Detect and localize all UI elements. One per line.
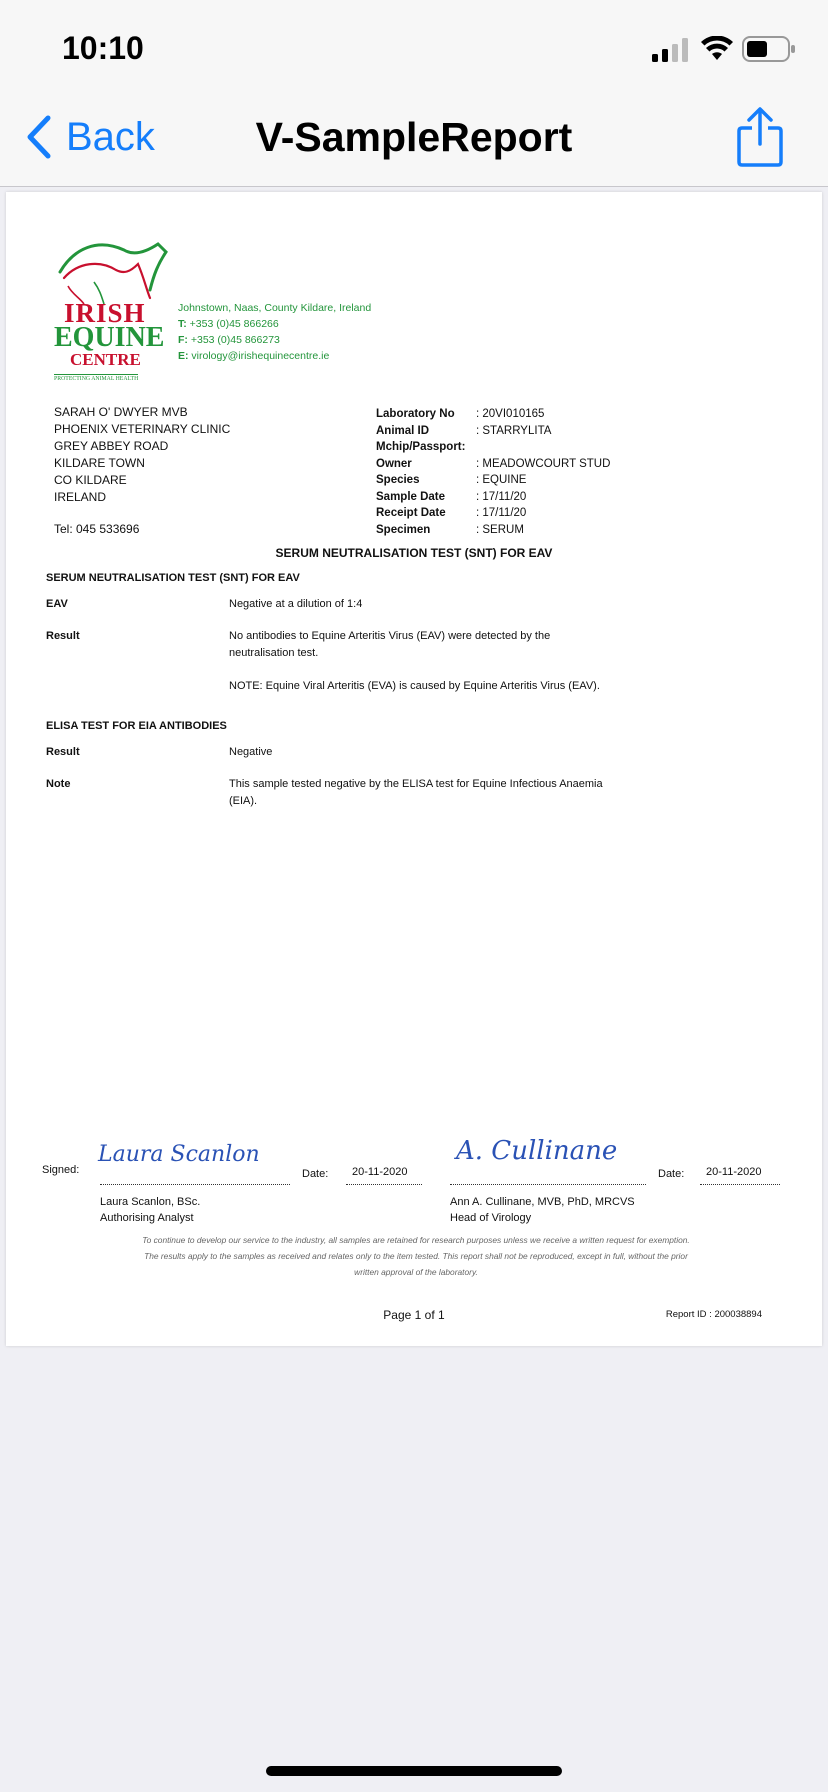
address-line: IRELAND <box>54 490 107 504</box>
signatory-role: Head of Virology <box>450 1212 532 1224</box>
lab-info-row <box>376 522 610 539</box>
lab-info-label: Animal ID <box>376 424 430 437</box>
date-line <box>700 1184 780 1185</box>
address-line: KILDARE TOWN <box>54 456 145 470</box>
address-line: CO KILDARE <box>54 473 127 487</box>
logo-tagline: PROTECTING ANIMAL HEALTH <box>54 376 139 382</box>
lab-info-value: : STARRYLITA <box>476 424 552 437</box>
lab-info-value: : MEADOWCOURT STUD <box>476 457 611 470</box>
lab-info-value: : 20VI010165 <box>476 408 545 420</box>
status-time: 10:10 <box>62 30 144 66</box>
lab-info-row <box>376 439 610 456</box>
contact-phone: +353 (0)45 866266 <box>189 318 279 330</box>
lab-info-row <box>376 406 610 423</box>
lab-info-label: Specimen <box>376 523 431 536</box>
navigation-bar <box>0 96 828 187</box>
signature-date: 20-11-2020 <box>706 1166 762 1178</box>
signature-laura-scanlon: Laura Scanlon <box>98 1142 260 1167</box>
signatory-name: Ann A. Cullinane, MVB, PhD, MRCVS <box>450 1196 635 1208</box>
wifi-icon <box>700 36 734 62</box>
logo-word-centre: CENTRE <box>70 350 141 369</box>
signatory-name: Laura Scanlon, BSc. <box>100 1196 201 1208</box>
recipient-tel: Tel: 045 533696 <box>54 522 140 536</box>
signatory-left <box>100 1194 200 1226</box>
recipient-address <box>54 404 230 506</box>
contact-block <box>178 300 371 364</box>
signature-cullinane: A. Cullinane <box>456 1136 618 1166</box>
page-number: Page 1 of 1 <box>383 1308 445 1322</box>
lab-info-row <box>376 472 610 489</box>
irish-equine-centre-logo <box>54 234 174 384</box>
lab-info-row <box>376 505 610 522</box>
lab-info-row <box>376 489 610 506</box>
lab-info-label: Laboratory No <box>376 408 455 420</box>
logo-word-irish: IRISH <box>64 298 146 328</box>
email-label: E: <box>178 350 189 362</box>
disclaimer <box>86 1232 746 1280</box>
signatory-role: Authorising Analyst <box>100 1212 194 1224</box>
eav-value: Negative at a dilution of 1:4 <box>229 598 363 610</box>
result-value: Negative <box>229 746 273 758</box>
signatory-right <box>450 1194 635 1226</box>
share-icon <box>736 106 784 168</box>
lab-info-label: Owner <box>376 457 412 470</box>
lab-info-value: : 17/11/20 <box>476 490 527 503</box>
report-title: SERUM NEUTRALISATION TEST (SNT) FOR EAV <box>275 546 553 560</box>
date-label: Date: <box>658 1168 685 1180</box>
lab-info-label: Receipt Date <box>376 507 446 519</box>
report-page <box>6 192 822 1346</box>
report-id: Report ID : 200038894 <box>665 1309 762 1320</box>
address-line: SARAH O' DWYER MVB <box>54 405 188 419</box>
lab-info-label: Mchip/Passport: <box>376 441 466 453</box>
signature-line <box>100 1184 290 1185</box>
battery-icon <box>742 36 796 62</box>
disclaimer-line: To continue to develop our service to the industry, all samples are retained for research purposes unless we receive a written request for exemption. <box>142 1235 690 1245</box>
contact-fax: +353 (0)45 866273 <box>190 334 280 346</box>
result-label: Result <box>46 746 80 758</box>
note-text: NOTE: Equine Viral Arteritis (EVA) is caused by Equine Arteritis Virus (EAV). <box>229 680 600 692</box>
lab-info-row <box>376 423 610 440</box>
lab-info-value: : 17/11/20 <box>476 507 527 519</box>
lab-info-row <box>376 456 610 473</box>
cellular-signal-icon <box>652 38 690 62</box>
signed-label: Signed: <box>42 1164 80 1176</box>
fax-label: F: <box>178 334 188 346</box>
result-value: No antibodies to Equine Arteritis Virus (EAV) were detected by the neutralisation test. <box>229 630 551 659</box>
address-line: PHOENIX VETERINARY CLINIC <box>54 422 231 436</box>
date-label: Date: <box>302 1168 329 1180</box>
note-label: Note <box>46 778 71 790</box>
lab-info-table <box>376 406 610 538</box>
contact-email: virology@irishequinecentre.ie <box>191 350 330 362</box>
logo-word-equine: EQUINE <box>54 322 165 353</box>
home-indicator[interactable] <box>266 1766 562 1776</box>
back-label: Back <box>66 114 155 159</box>
section-heading-elisa: ELISA TEST FOR EIA ANTIBODIES <box>46 720 227 732</box>
phone-label: T: <box>178 318 187 330</box>
page-title: V-SampleReport <box>255 114 573 160</box>
disclaimer-line: written approval of the laboratory. <box>354 1267 478 1277</box>
section-heading-snt: SERUM NEUTRALISATION TEST (SNT) FOR EAV <box>46 572 300 584</box>
lab-info-label: Species <box>376 474 420 486</box>
eav-label: EAV <box>46 598 68 610</box>
horse-logo-icon <box>54 234 174 306</box>
lab-info-label: Sample Date <box>376 490 446 503</box>
note-value: This sample tested negative by the ELISA test for Equine Infectious Anaemia (EIA). <box>229 778 603 807</box>
status-bar <box>0 0 828 96</box>
lab-info-value: : EQUINE <box>476 474 527 486</box>
date-line <box>346 1184 422 1185</box>
share-button[interactable] <box>736 106 784 173</box>
signature-line <box>450 1184 646 1185</box>
disclaimer-line: The results apply to the samples as received and relates only to the item tested. This report shall not be reproduced, except in full, without the prior <box>144 1251 688 1261</box>
lab-info-value: : SERUM <box>476 523 524 536</box>
address-line: GREY ABBEY ROAD <box>54 439 169 453</box>
result-label: Result <box>46 630 80 642</box>
contact-address: Johnstown, Naas, County Kildare, Ireland <box>178 302 372 314</box>
signature-date: 20-11-2020 <box>352 1166 408 1178</box>
